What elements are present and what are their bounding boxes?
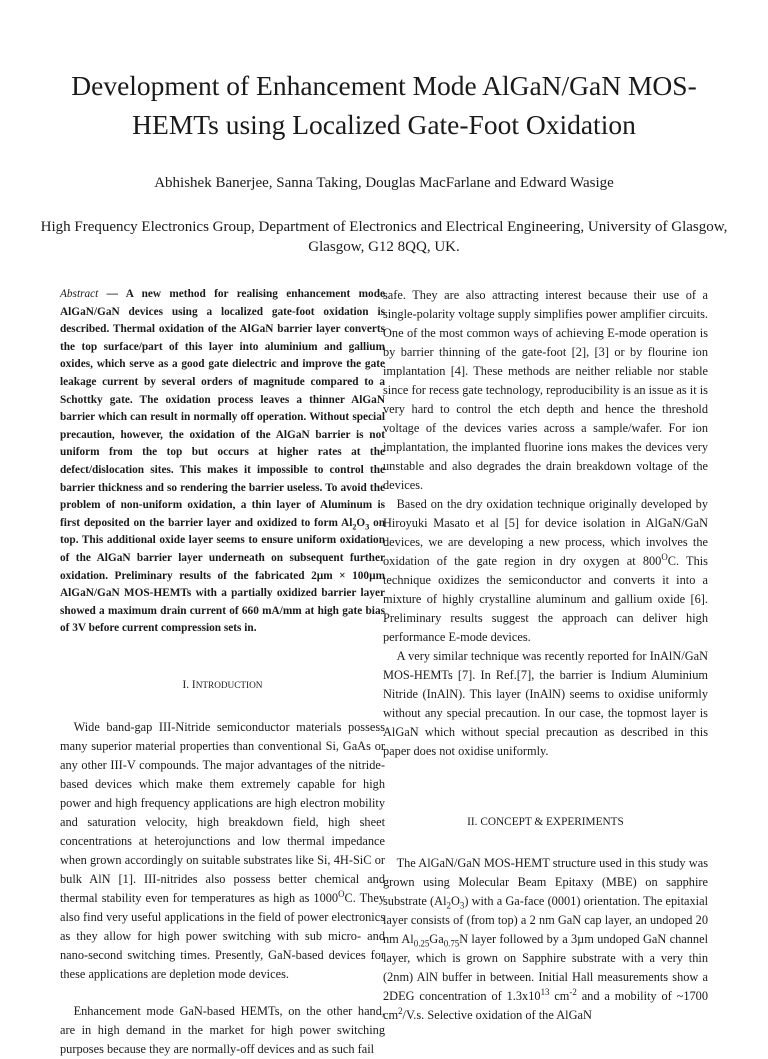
abstract-label: Abstract: [60, 288, 99, 300]
experiment-paragraph: The AlGaN/GaN MOS-HEMT structure used in this study was grown using Molecular Beam Epitaxy (MBE) on sapphire substrate $(Al_2O_3)$ with a Ga-face (0001) orientation. The epitaxial layer consists of (from top) a 2 nm GaN cap layer, an undoped 20 nm $Al_{0.25}Ga_{0.75}N$ layer followed by a 3µm undoped GaN channel layer, which is grown on Sapphire substrate with a very thin (2nm) AlN buffer in between. Initial Hall measurements show a 2DEG concentration of $1.3x10^{13}$ $cm^{-2}$ and a mobility of ~1700 $cm^2/V.s$. Selective oxidation of the AlGaN: [383, 856, 709, 1022]
abstract-dash: —: [98, 288, 126, 300]
right-paragraph-1: safe. They are also attracting interest because their use of a single-polarity voltage supply simplifies power amplifier circuits. One of the most common ways of achieving E-mode operation is by barrier thinning of the gate-foot [2], [3] or by flourine ion implantation [4]. These methods are neither reliable nor stable since for recess gate technology, reproducibility is an issue as it is very hard to control the etch depth and hence the threshold voltage of the devices varies across a sample/wafer. For ion implantation, the implanted fluorine ions makes the devices very unstable and also degrades the drain breakdown voltage of the devices.: [383, 288, 708, 492]
right-column: [383, 286, 708, 1025]
right-paragraph-3: A very similar technique was recently reported for InAlN/GaN MOS-HEMTs [7]. In Ref.[7], the barrier is Indium Aluminium Nitride (InAlN). This layer (InAlN) seems to oxidise uniformly without any special precaution. In our case, the topmost layer is AlGaN which without special precaution as described in this paper does not oxidise uniformly.: [383, 649, 708, 758]
abstract: Abstract — A new method for realising enhancement mode AlGaN/GaN devices using a localized gate-foot oxidation is described. Thermal oxidation of the AlGaN barrier layer converts the top surface/part of this layer into aluminium and gallium oxides, which serve as a good gate dielectric and improve the gate leakage current by several orders of magnitude compared to a Schottky gate. The oxidation process leaves a thinner AlGaN barrier which can result in normally off operation. Without special precaution, however, the oxidation of the AlGaN barrier is not uniform from the top but occurs at higher rates at the defect/dislocation sites. This makes it impossible to control the barrier thickness and so rendering the barrier useless. To avoid the problem of non-uniform oxidation, a thin layer of Aluminum is first deposited on the barrier layer and oxidized to form $Al_2O_3$ on top. This additional oxide layer seems to ensure uniform oxidation of the AlGaN barrier layer underneath on subsequent further oxidation. Preliminary results of the fabricated 2µm × 100µm AlGaN/GaN MOS-HEMTs with a partially oxidized barrier layer showed a maximum drain current of 660 mA/mm at high gate bias of 3V before current compression sets in.: [60, 288, 385, 635]
paper-authors: Abhishek Banerjee, Sanna Taking, Douglas MacFarlane and Edward Wasige: [154, 175, 614, 191]
intro-paragraph-2: Enhancement mode GaN-based HEMTs, on the other hand, are in high demand in the market for high power switching purposes because they are normally-off devices and as such fail: [60, 1003, 385, 1056]
left-column: [60, 286, 385, 1059]
section-heading-concept: II. CONCEPT & EXPERIMENTS: [467, 816, 624, 828]
right-paragraph-2: Based on the dry oxidation technique originally developed by Hiroyuki Masato et al [5] for device isolation in AlGaN/GaN devices, we are developing a new process, which involves the oxidation of the gate region in dry oxygen at $800^OC$. This technique oxidizes the semiconductor and converts it into a mixture of highly crystalline aluminum and gallium oxide [6]. Preliminary results suggest the approach can deliver high performance E-mode devices.: [383, 497, 708, 644]
section-heading-introduction: I. INTRODUCTION: [182, 678, 263, 691]
paper-title: Development of Enhancement Mode AlGaN/GaN MOS-HEMTs using Localized Gate-Foot Oxidation: [71, 70, 697, 140]
paper-affiliation: High Frequency Electronics Group, Department of Electronics and Electrical Engineering, University of Glasgow, Glasgow, G12 8QQ, UK.: [40, 219, 728, 255]
intro-paragraph-1: Wide band-gap III-Nitride semiconductor materials possess many superior material properties than conventional Si, GaAs or any other III-V compounds. The major advantages of the nitride-based devices which make them extremely capable for high power and high frequency applications are high electron mobility and saturation velocity, high breakdown field, high sheet concentrations at heterojunctions and low thermal impedance when grown accordingly on suitable substrates like Si, 4H-SiC or bulk AlN [1]. III-nitrides also possess better chemical and thermal stability even for temperatures as high as $1000^OC$. They also find very useful applications in the field of power electronics as they allow for high power switching with sub micro- and nano-second switching times. Presently, GaN-based devices for these applications are depletion mode devices.: [60, 719, 385, 981]
